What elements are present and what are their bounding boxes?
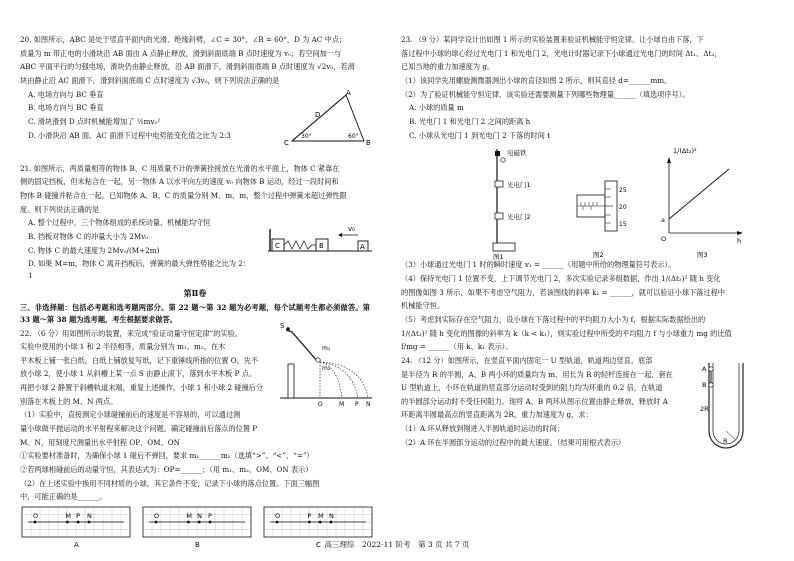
q23-line: （1）该同学先用螺旋测微器测出小球的直径如图 2 所示，则其直径 d=______mm。: [401, 75, 672, 85]
q22-line: 放小球 2，使小球 1 从斜槽上某一点 S 由静止滚下，落到水平木板 P 点。: [20, 369, 257, 379]
landing-point-label: O: [153, 512, 160, 521]
fig3-a-label: a: [661, 216, 665, 225]
q23-fig1-apparatus: [491, 143, 571, 262]
landing-point: [276, 521, 279, 524]
q22-line: 实验中使用的小球 1 和 2 半径相等，质量分别为 m₁、m₂，在木: [20, 342, 226, 352]
q22-line: 中，可能正确的是______。: [20, 492, 107, 502]
q22-line: 平木板上铺一张白纸，白纸上铺放复写纸，记下重锤线所指的位置 O。先不: [20, 355, 259, 365]
q23-line: 23. （9 分）某同学设计出如图 1 所示的实验装置来验证机械能守恒定律。让小球自由下落，下: [401, 35, 704, 44]
landing-point: [66, 521, 69, 524]
landing-point-label: N: [328, 512, 334, 521]
q23-line: f/mg = ______（用 k、k₁ 表示）。: [401, 342, 513, 352]
q23-line: （2）为了验证机械能守恒定律，该实验还需要测量下列哪些物理量______（填选项序号）。: [401, 89, 690, 99]
q22-line: M、N，用刻度尺测量出水平射程 OP、OM、ON: [20, 437, 180, 447]
fig3-ylabel: 1/(Δt₂)²: [673, 147, 697, 156]
right-column: [401, 34, 751, 450]
q24-line: （2）A 环在半圆部分运动的过程中的最大速度。（结果可用根式表示）: [401, 437, 626, 447]
q21-line: 度。则下列说法正确的是: [20, 204, 100, 214]
block-A-label: A: [360, 243, 365, 252]
q20-line: 块由静止沿 AC 面滑下，滑到斜面底端 C 点时速度为 √3v₀，则下列说法正确的是: [20, 75, 280, 85]
q23-line: （3）小球通过光电门 1 时的瞬时速度 v₁ = ______（用题中所给的物理量符号表示）。: [401, 260, 676, 270]
landing-point: [34, 521, 37, 524]
q23-line: 已知当地的重力加速度为 g。: [401, 62, 495, 72]
landing-point-label: P: [207, 512, 212, 521]
q20-option-c: C. 滑块滑到 D 点时机械能增加了 ½mv₀²: [28, 116, 161, 126]
q24-line: 的半圆部分运动时不受任何阻力。现将 A、B 两环从图示位置由静止释放，释放时 A: [401, 396, 668, 406]
panel-tag: B: [195, 541, 200, 550]
landing-point-label: P: [76, 512, 81, 521]
angle-60: 60°: [348, 132, 359, 140]
q20-option-a: A. 电场方向与 BC 垂直: [28, 89, 104, 99]
block-C-label: C: [275, 242, 280, 251]
page-footer: 高三理综 2022-11 阶考 第 3 页 共 7 页: [324, 540, 470, 549]
landing-point: [88, 521, 91, 524]
q23-fig3-graph: [647, 143, 751, 259]
label-O: O: [318, 400, 323, 408]
q23-fig2-micrometer: [573, 173, 637, 259]
left-column: [20, 34, 370, 549]
tick-25: 25: [619, 187, 627, 195]
dist-2R-label: 2R: [700, 404, 709, 413]
landing-point-label: O: [32, 512, 39, 521]
angle-30: 30°: [301, 132, 312, 140]
label-C: C: [284, 138, 289, 147]
question-21: [20, 163, 370, 284]
q20-incline-figure: [282, 88, 374, 149]
fig3-xlabel: h: [737, 237, 742, 246]
label-m1: m₁: [322, 344, 331, 352]
q21-spring-figure: [264, 221, 374, 255]
label-B: B: [366, 138, 371, 147]
magnet-label: 电磁铁: [507, 149, 527, 158]
q20-option-b: B. 电场方向与 BC 垂直: [28, 103, 104, 113]
part-2-note: 三、非选择题：包括必考题和选考题两部分。第 22 题～第 32 题为必考题，每个试题考生都必须做答。第 33 题～第 38 题为选考题，考生根据要求做答。: [20, 303, 370, 324]
q23-line: 机械能守恒。: [401, 301, 445, 311]
q22-line: （2）在上述实验中换用不同材质的小球，其它条件不变，记录下小球的落点位置。下面三幅图: [20, 478, 320, 488]
gate2-label: 光电门2: [507, 213, 531, 222]
landing-point: [198, 521, 201, 524]
q22-line: （1）实验中，直接测定小球碰撞前后的速度是不容易的，可以通过测: [20, 410, 241, 420]
label-S: S: [280, 321, 285, 330]
q21-line: 21. 如图所示，两质量相等的物体 B、C 用质量不计的弹簧拴接放在光滑的水平面上，物体 C 紧靠在: [20, 163, 340, 173]
q20-option-d: D. 小滑块沿 AB 面、AC 面滑下过程中电势能变化值之比为 2:3: [28, 130, 231, 140]
q21-option-b: B. 挡板对物体 C 的冲量大小为 2Mv₀: [28, 231, 149, 241]
q23-line: 的图像如图 3 所示，如果不考虑空气阻力，若该图线的斜率 k₁ = ______，就可以验证小球下落过程中: [401, 287, 725, 297]
label-P: P: [355, 400, 359, 408]
landing-point: [187, 521, 190, 524]
fig2-caption: 图2: [593, 251, 604, 260]
part-2-title: 第Ⅱ卷: [183, 288, 207, 299]
landing-point-label: M: [186, 512, 192, 521]
q24-line: 是半径为 R 的半圆，A、B 两小环的质量均为 m，用长为 R 的轻杆连接在一起，套在: [401, 369, 673, 379]
question-20: [20, 34, 370, 163]
q23-option-b: B. 光电门 1 和光电门 2 之间的距离 h: [409, 116, 531, 126]
q23-option-a: A. 小球的质量 m: [409, 103, 464, 113]
label-D: D: [315, 110, 321, 119]
v0-label: v₀: [348, 225, 355, 234]
part-2-header: [20, 287, 370, 325]
label-m2: m₂: [322, 364, 331, 372]
q22-line: 别落在木板上的 M、N 两点。: [20, 396, 118, 406]
q23-line: 1/(Δt₂)² 随 h 变化的图像的斜率为 k（k < k₁），则实验过程中所受的平均阻力 f 与小球重力 mg 的比值: [401, 328, 732, 338]
question-22: [20, 321, 371, 550]
fig1-caption: 图1: [493, 253, 504, 262]
landing-point-label: N: [197, 512, 203, 521]
q22-line: ①实验要材准备时，为确保小球 1 碰后不弹回，要求 m₁______m₂（选填“>”、“<”、“=”）: [20, 451, 314, 461]
q22-line: ②若两球相碰前后的动量守恒，其表达式为：OP=______；（用 m₁、m₂、OM、ON 表示）: [20, 465, 313, 475]
radius-R-label: R: [723, 436, 728, 445]
q22-line: 22. （6 分）用如图所示的装置，来完成“验证动量守恒定律”的实验。: [20, 328, 242, 338]
gate1-label: 光电门1: [507, 181, 531, 190]
landing-point: [155, 521, 158, 524]
q20-line: ABC 平面平行的匀强电场，滑块仍由静止释放，沿 AB 面滑下，滑到斜面底端 B 点时速度为 √2v₀，若滑: [20, 62, 355, 72]
q23-option-c: C. 小球从光电门 1 到光电门 2 下落的时间 t: [409, 130, 551, 140]
landing-point: [209, 521, 212, 524]
label-N: N: [366, 400, 371, 408]
q24-line: 环距离半圆最高点的竖直距离为 2R，重力加速度为 g，求：: [401, 410, 593, 420]
q20-line: 20. 如图所示，ABC 是处于竖直平面内的光滑、绝缘斜劈，∠C = 30°、∠B = 60°，D 为 AC 中点；: [20, 35, 347, 44]
label-A: A: [346, 88, 351, 97]
q24-line: 24. （12 分）如图所示，在竖直平面内固定一 U 型轨道，轨道两边竖直，底部: [401, 355, 653, 365]
label-M: M: [339, 400, 345, 408]
landing-point-label: N: [86, 512, 92, 521]
question-23: [401, 34, 751, 353]
panel-tag: C: [316, 541, 321, 550]
q23-figures: [401, 143, 751, 262]
landing-point-label: O: [274, 512, 281, 521]
q21-option-d: D. 如果 M=m，物体 C 离开挡板后，弹簧的最大弹性势能之比为 2：1: [28, 259, 250, 280]
q24-u-track-figure: [701, 359, 751, 465]
q21-line: 侧的固定挡板，但未粘合在一起，另一物体 A 以水平向左的速度 v₀ 向物体 B 运动，经过一段时间和: [20, 177, 339, 187]
landing-point: [308, 521, 311, 524]
tick-20: 20: [619, 204, 627, 212]
q23-line: （4）保持光电门 1 位置不变，上下调节光电门 2，多次实验记录多组数据，作出 1/(Δt₂)² 随 h 变化: [401, 273, 721, 283]
landing-point-label: M: [318, 512, 324, 521]
landing-point: [330, 521, 333, 524]
q21-line: 物体 B 碰撞并粘合在一起，已知物体 A、B、C 的质量分别 M、m、m，整个过程中弹簧未超过弹性限: [20, 190, 347, 200]
landing-point-label: P: [307, 512, 312, 521]
fig3-origin-label: O: [661, 235, 667, 244]
q21-option-a: A. 整个过程中，三个物体组成的系统动量、机械能均守恒: [28, 218, 211, 228]
q21-option-c: C. 物体 C 的最大速度为 2Mv₀/(M+2m): [28, 245, 160, 255]
q24-line: （1）A 环从释放到刚进入半圆轨道时运动的时间；: [401, 424, 564, 434]
ring-A-label: A: [702, 364, 707, 373]
panel-tag: A: [74, 541, 79, 550]
q22-line: 量小球做平抛运动的水平射程来解决这个问题。确定碰撞前后落点的位置 P: [20, 424, 258, 434]
landing-point: [319, 521, 322, 524]
landing-point: [77, 521, 80, 524]
fig3-caption: 图3: [697, 251, 708, 260]
q24-line: U 型轨道上，小环在轨道的竖直部分运动时受到的阻力均为环重的 0.2 倍，在轨道: [401, 383, 663, 393]
ring-B-label: B: [702, 380, 707, 389]
tick-15: 15: [619, 221, 627, 229]
q20-line: 质量为 m 带正电的小滑块沿 AB 面由 A 点静止释放，滑到斜面底端 B 点时速度为 v₀；若空间加一与: [20, 48, 342, 58]
block-B-label: B: [319, 242, 324, 251]
landing-point-label: M: [65, 512, 71, 521]
q23-line: （5）考虑到实际存在空气阻力，设小球在下落过程中的平均阻力大小为 f，根据实际数据绘出的: [401, 314, 706, 324]
q22-apparatus-figure: [278, 322, 374, 406]
q23-line: 落过程中小球的球心经过光电门 1 和光电门 2，光电计时器记录下小球通过光电门的时间 Δt₁、Δt₂，: [401, 48, 722, 58]
question-24: [401, 355, 751, 449]
q22-line: 再把小球 2 静置于斜槽轨道末端，重复上述操作，小球 1 和小球 2 碰撞后分: [20, 383, 264, 393]
